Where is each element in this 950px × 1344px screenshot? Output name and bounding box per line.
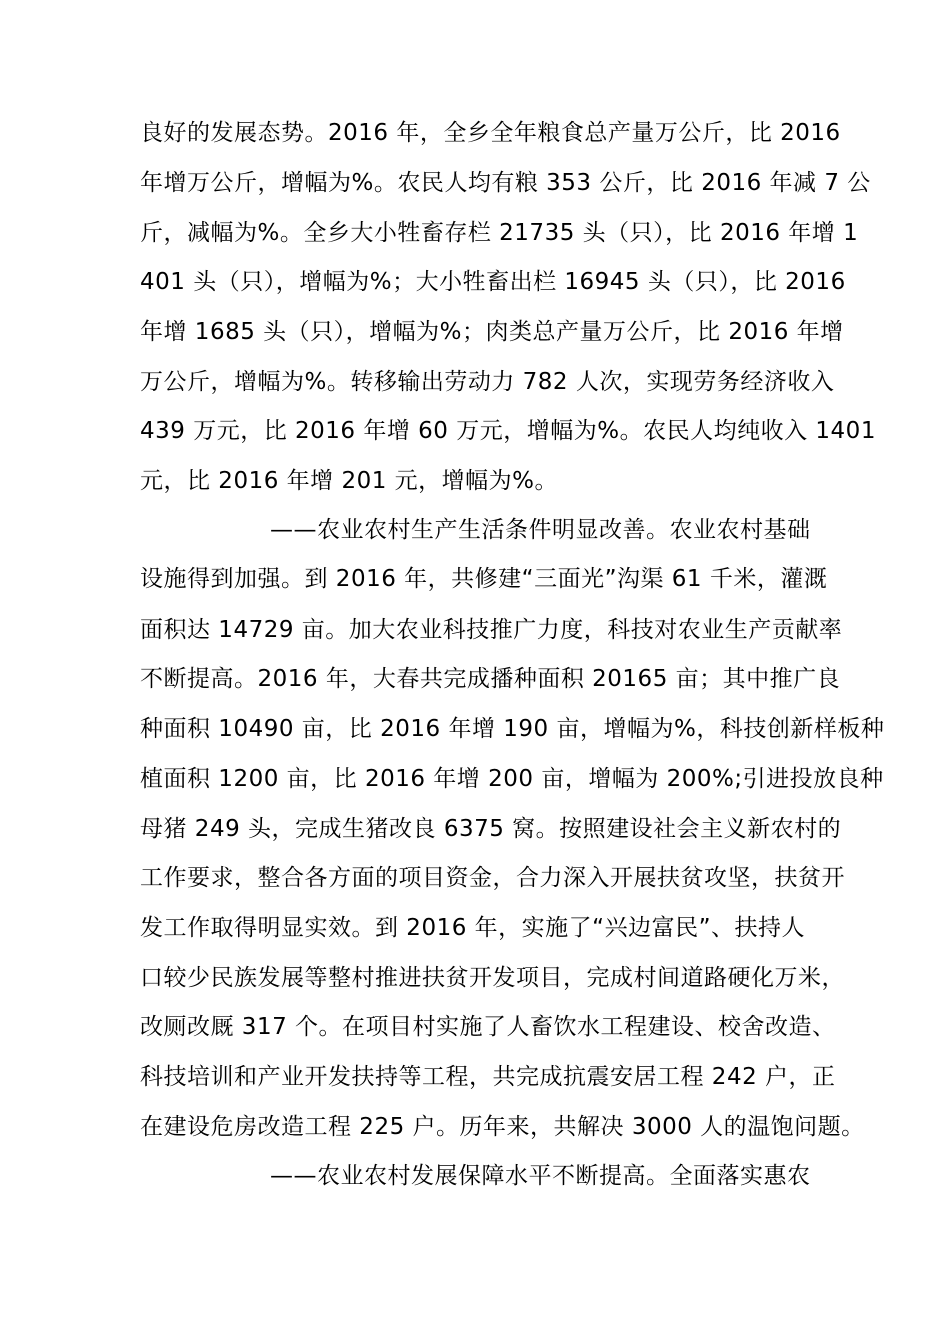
text-line: 母猪 249 头，完成生猪改良 6375 窝。按照建设社会主义新农村的 [140,816,842,842]
text-line: 口较少民族发展等整村推进扶贫开发项目，完成村间道路硬化万米， [140,965,845,991]
section-heading-line: ——农业农村发展保障水平不断提高。全面落实惠农 [270,1163,811,1189]
text-line: 元，比 2016 年增 201 元，增幅为%。 [140,468,559,494]
text-line: 种面积 10490 亩，比 2016 年增 190 亩，增幅为%，科技创新样板种 [140,716,885,742]
text-line: 不断提高。2016 年，大春共完成播种面积 20165 亩；其中推广良 [140,666,841,692]
text-line: 设施得到加强。到 2016 年，共修建“三面光”沟渠 61 千米，灌溉 [140,566,828,592]
text-line: 年增万公斤，增幅为%。农民人均有粮 353 公斤，比 2016 年减 7 公 [140,170,871,196]
text-line: 在建设危房改造工程 225 户。历年来，共解决 3000 人的温饱问题。 [140,1114,865,1140]
text-line: 改厕改厩 317 个。在项目村实施了人畜饮水工程建设、校舍改造、 [140,1014,836,1040]
text-line: 良好的发展态势。2016 年，全乡全年粮食总产量万公斤，比 2016 [140,120,841,146]
text-line: 面积达 14729 亩。加大农业科技推广力度，科技对农业生产贡献率 [140,617,843,643]
text-line: 401 头（只），增幅为%；大小牲畜出栏 16945 头（只），比 2016 [140,269,846,295]
text-line: 斤，减幅为%。全乡大小牲畜存栏 21735 头（只），比 2016 年增 1 [140,220,859,246]
text-line: 年增 1685 头（只），增幅为%；肉类总产量万公斤，比 2016 年增 [140,319,844,345]
text-line: 万公斤，增幅为%。转移输出劳动力 782 人次，实现劳务经济收入 [140,369,835,395]
text-line: 439 万元，比 2016 年增 60 万元，增幅为%。农民人均纯收入 1401 [140,418,876,444]
section-heading-line: ——农业农村生产生活条件明显改善。农业农村基础 [270,517,811,543]
text-line: 科技培训和产业开发扶持等工程，共完成抗震安居工程 242 户，正 [140,1064,836,1090]
text-line: 发工作取得明显实效。到 2016 年，实施了“兴边富民”、扶持人 [140,915,805,941]
text-line: 植面积 1200 亩，比 2016 年增 200 亩，增幅为 200%;引进投放良种 [140,766,884,792]
text-line: 工作要求，整合各方面的项目资金，合力深入开展扶贫攻坚，扶贫开 [140,865,845,891]
